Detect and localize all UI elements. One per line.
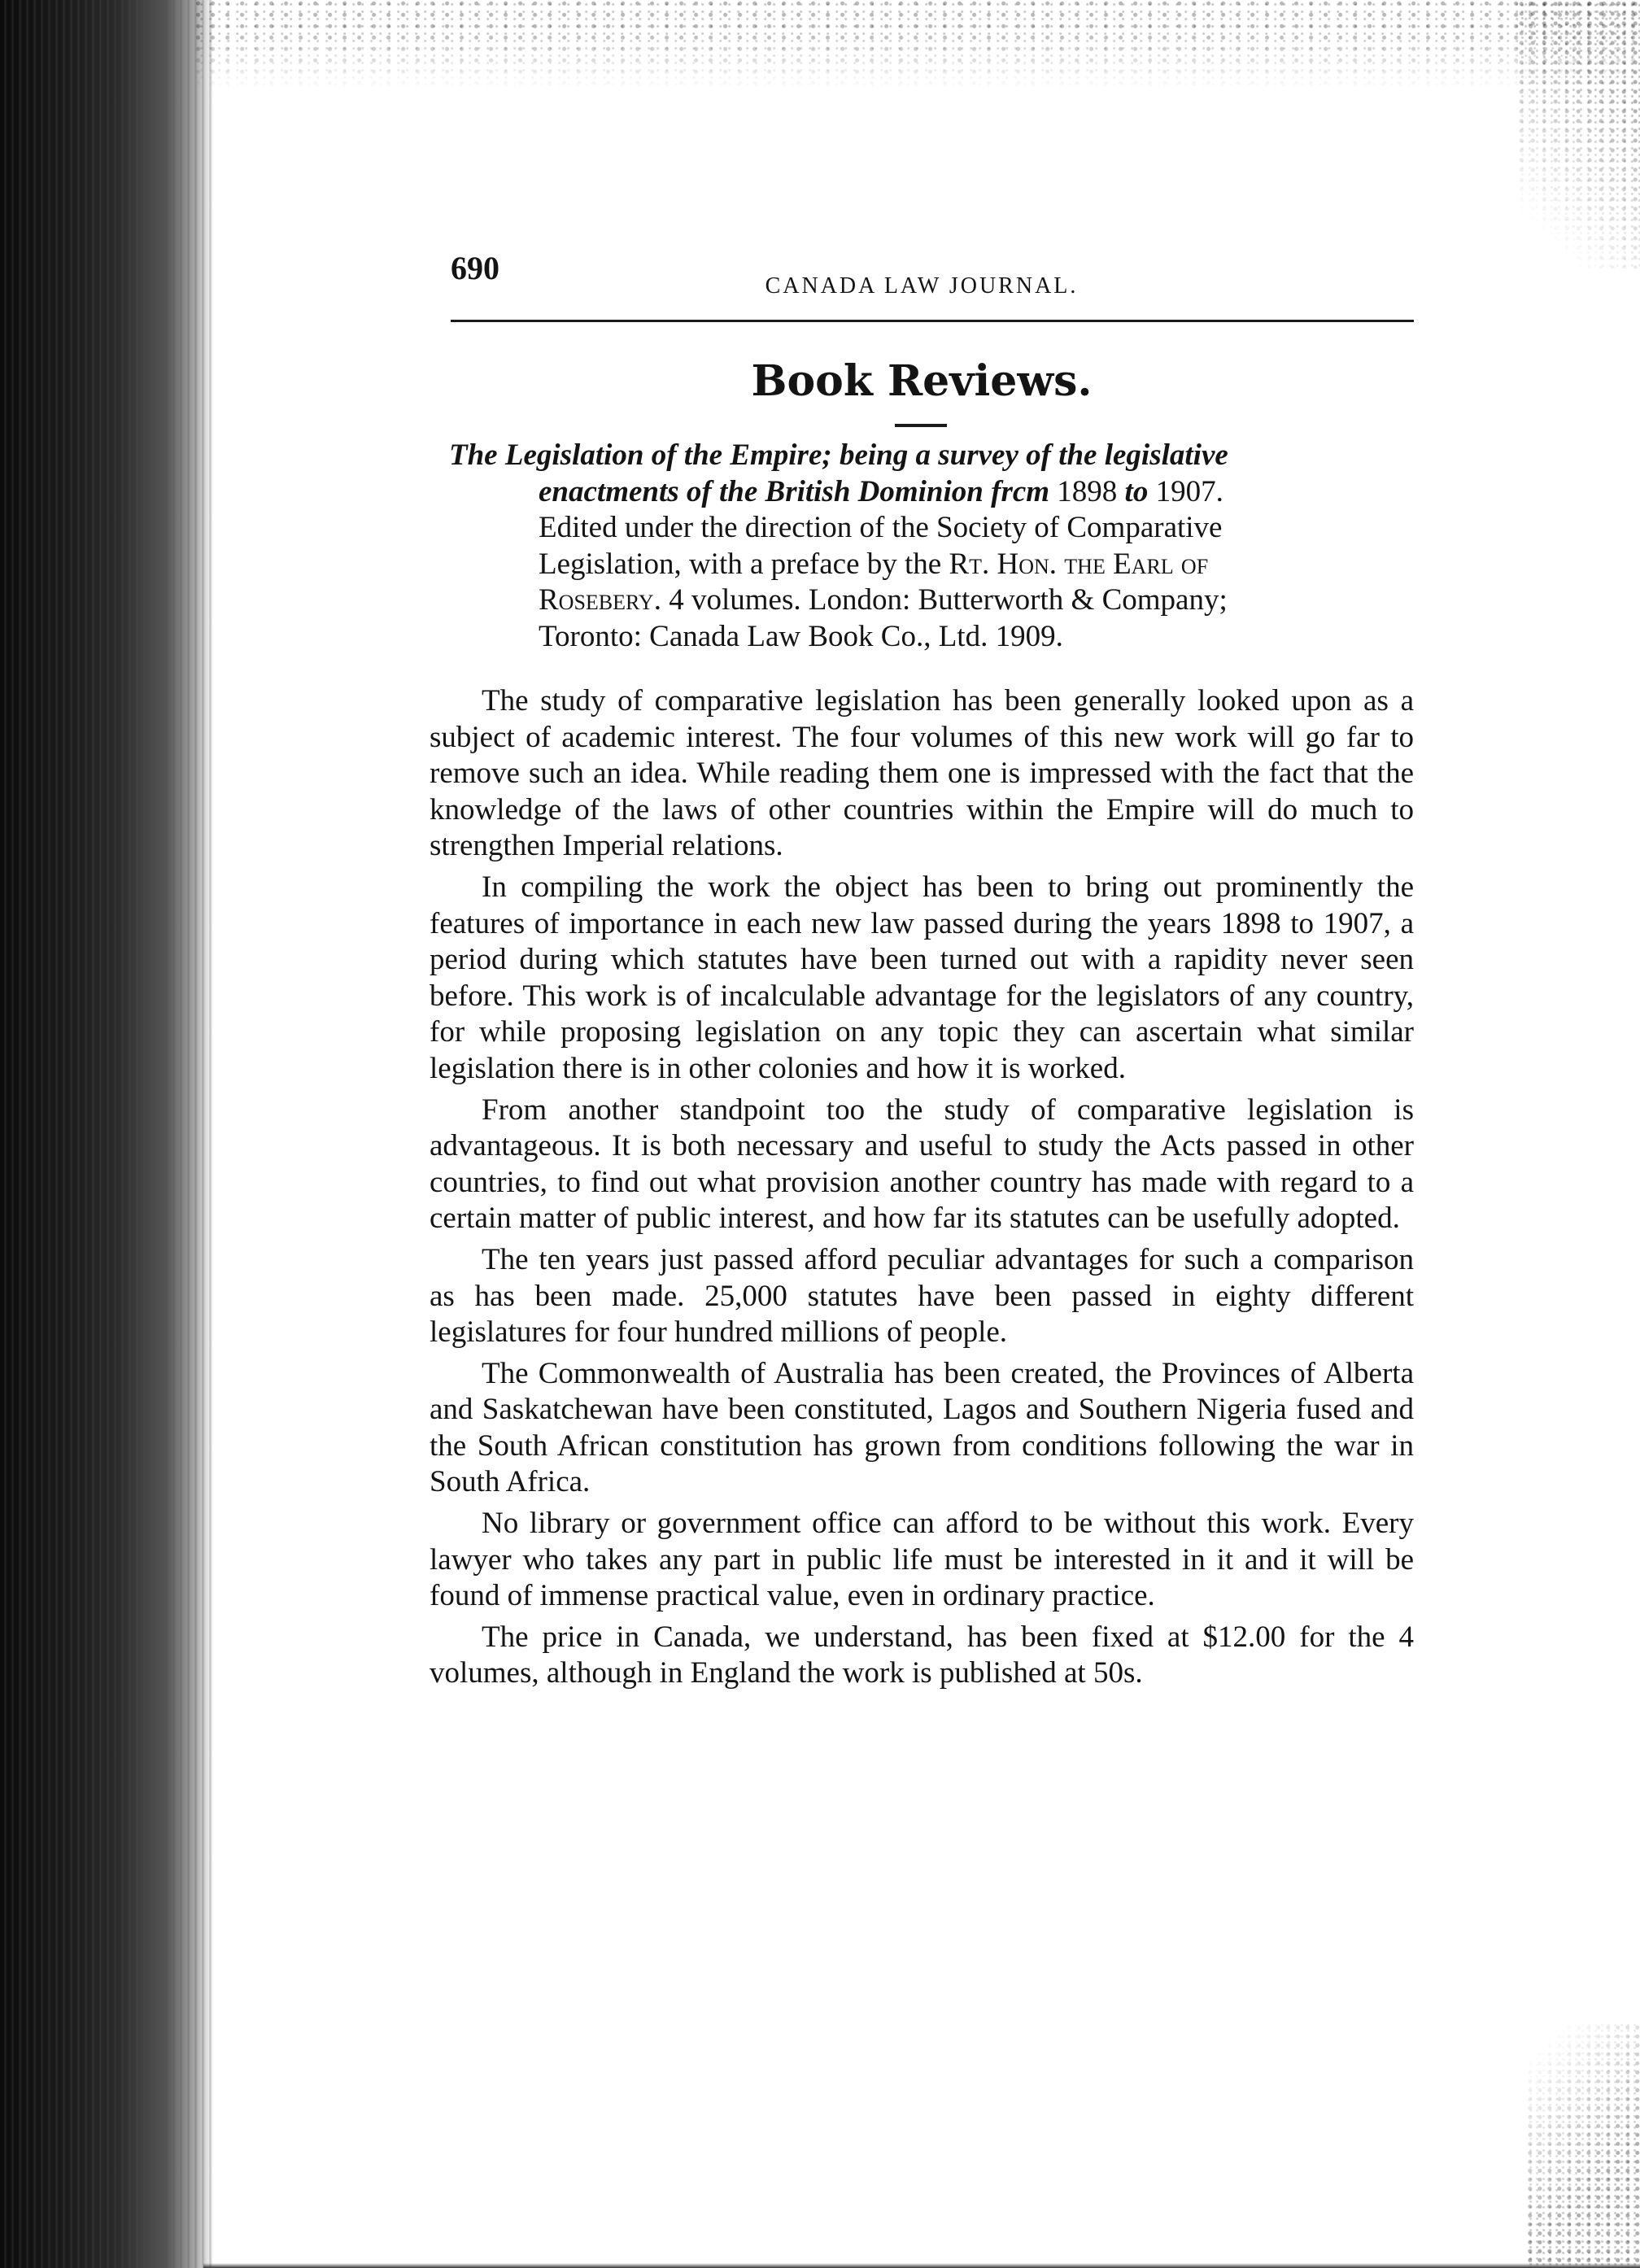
book-title-line-2-italic: enactments of the British Dominion frcm [539, 474, 1050, 508]
scan-noise-top-right [1518, 0, 1640, 268]
citation-line-5 [449, 582, 1414, 619]
book-title-to-year: 1907. [1155, 474, 1223, 508]
book-title-line-1: The Legislation of the Empire; being a survey of the legislative [449, 438, 1228, 472]
paragraph: In compiling the work the object has been to bring out prominently the features of importance in each new law passed during the years 1898 to 1907, a period during which statutes have been turned out with a rapidity never seen before. This work is of incalculable advantage for the legislators of any country, for while proposing legislation on any topic they can ascertain what similar legislation there is in other colonies and how it is worked. [430, 870, 1414, 1085]
citation-line-3: Edited under the direction of the Society of Comparative [539, 511, 1223, 544]
scan-noise-top [195, 0, 1640, 89]
scan-binding-shadow [0, 0, 213, 2268]
citation-line-4 [449, 547, 1414, 583]
review-body [430, 683, 1414, 1697]
paragraph: From another standpoint too the study of comparative legislation is advantageous. It is both necessary and useful to study the Acts passed in other countries, to find out what provision another country has made with regard to a certain matter of public interest, and how far its statutes can be usefully adopted. [430, 1093, 1414, 1236]
journal-title: CANADA LAW JOURNAL. [765, 273, 1079, 299]
citation-line-4-prefix: Legislation, with a preface by the [539, 547, 942, 581]
paragraph: No library or government office can afford to be without this work. Every lawyer who takes any part in public life must be interested in it and it will be found of immense practical value, even in ordinary practice. [430, 1507, 1414, 1613]
paragraph: The Commonwealth of Australia has been created, the Provinces of Alberta and Saskatchewan have been constituted, Lagos and Southern Nigeria fused and the South African constitution has grown from conditions following the war in South Africa. [430, 1356, 1414, 1499]
paragraph: The ten years just passed afford peculiar advantages for such a comparison as has been made. 25,000 statutes have been passed in eighty different legislatures for four hundred millions of people. [430, 1242, 1414, 1350]
heading-rule [895, 424, 947, 427]
paragraph: The price in Canada, we understand, has been fixed at $12.00 for the 4 volumes, although in England the work is published at 50s. [430, 1620, 1414, 1690]
scan-bottom-edge [203, 2263, 1640, 2268]
citation-preface-author: Rt. Hon. the Earl of [949, 547, 1209, 581]
section-heading: Book Reviews. [751, 356, 1093, 406]
book-title-from-year: 1898 [1057, 474, 1118, 508]
book-title-line-2 [449, 474, 1414, 511]
header-rule [451, 320, 1414, 322]
citation-preface-author-cont: Rosebery. [539, 583, 661, 617]
book-citation [449, 438, 1414, 655]
paragraph: The study of comparative legislation has been generally looked upon as a subject of academic interest. The four volumes of this new work will go far to remove such an idea. While reading them one is impressed with the fact that the knowledge of the laws of other countries within the Empire will do much to strengthen Imperial relations. [430, 684, 1414, 863]
citation-line-6: Toronto: Canada Law Book Co., Ltd. 1909. [539, 619, 1063, 653]
citation-line-5-rest: 4 volumes. London: Butterworth & Company; [669, 583, 1228, 617]
scan-noise-bottom-right [1526, 2024, 1640, 2268]
page-number: 690 [451, 250, 499, 286]
book-title-to: to [1124, 474, 1149, 508]
journal-page [430, 244, 1414, 1690]
running-head [430, 244, 1414, 299]
